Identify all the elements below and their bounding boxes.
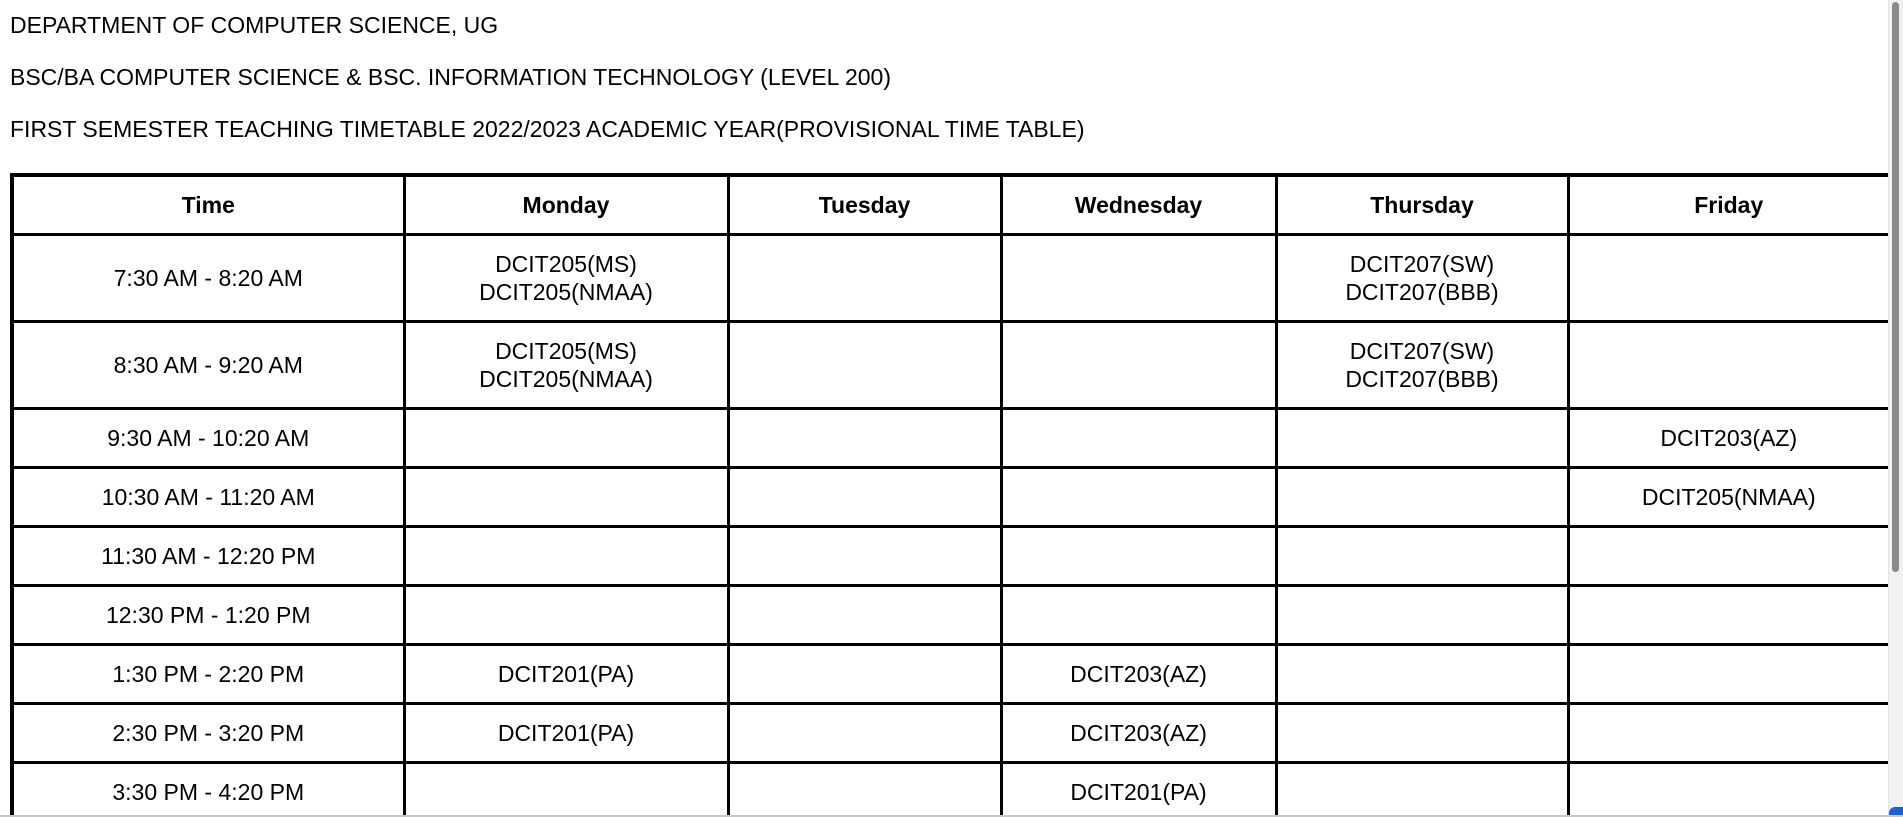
tuesday-cell: [728, 322, 1001, 409]
table-row: [12, 645, 1888, 704]
scrollbar-thumb[interactable]: [1892, 2, 1899, 572]
programme-heading: BSC/BA COMPUTER SCIENCE & BSC. INFORMATION TECHNOLOGY (LEVEL 200): [10, 64, 892, 90]
tuesday-cell: [728, 704, 1001, 763]
wednesday-cell: [1001, 409, 1276, 468]
thursday-cell: [1276, 322, 1568, 409]
time-cell: 10:30 AM - 11:20 AM: [12, 468, 404, 527]
thursday-cell: [1276, 235, 1568, 322]
column-header-tuesday: Tuesday: [728, 175, 1001, 235]
course-entry: DCIT205(MS): [495, 251, 637, 277]
monday-cell: [404, 468, 728, 527]
course-entry: DCIT203(AZ): [1070, 720, 1207, 746]
wednesday-cell: [1001, 527, 1276, 586]
time-cell: 7:30 AM - 8:20 AM: [12, 235, 404, 322]
timetable: [10, 173, 1888, 817]
column-header-wednesday: Wednesday: [1001, 175, 1276, 235]
time-cell: 8:30 AM - 9:20 AM: [12, 322, 404, 409]
monday-cell: [404, 763, 728, 817]
time-cell: 3:30 PM - 4:20 PM: [12, 763, 404, 817]
tuesday-cell: [728, 645, 1001, 704]
wednesday-cell: [1001, 468, 1276, 527]
tuesday-cell: [728, 527, 1001, 586]
table-row: [12, 322, 1888, 409]
table-row: [12, 704, 1888, 763]
monday-cell: [404, 322, 728, 409]
vertical-scrollbar[interactable]: [1888, 0, 1903, 817]
table-row: [12, 235, 1888, 322]
course-entry: DCIT203(AZ): [1070, 661, 1207, 687]
thursday-cell: [1276, 586, 1568, 645]
thursday-cell: [1276, 527, 1568, 586]
friday-cell: [1568, 235, 1888, 322]
wednesday-cell: [1001, 704, 1276, 763]
wednesday-cell: [1001, 586, 1276, 645]
monday-cell: [404, 586, 728, 645]
course-entry: DCIT207(BBB): [1345, 279, 1499, 305]
course-entry: DCIT207(SW): [1349, 251, 1495, 277]
time-cell: 2:30 PM - 3:20 PM: [12, 704, 404, 763]
course-entry: DCIT201(PA): [497, 720, 635, 746]
friday-cell: [1568, 527, 1888, 586]
monday-cell: [404, 527, 728, 586]
course-entry: DCIT207(BBB): [1345, 366, 1499, 392]
friday-cell: [1568, 704, 1888, 763]
table-row: [12, 586, 1888, 645]
monday-cell: [404, 409, 728, 468]
friday-cell: [1568, 763, 1888, 817]
thursday-cell: [1276, 645, 1568, 704]
time-cell: 1:30 PM - 2:20 PM: [12, 645, 404, 704]
column-header-friday: Friday: [1568, 175, 1888, 235]
table-row: [12, 763, 1888, 817]
course-entry: DCIT205(NMAA): [479, 279, 653, 305]
course-entry: DCIT203(AZ): [1660, 425, 1798, 451]
monday-cell: [404, 645, 728, 704]
table-row: [12, 409, 1888, 468]
course-entry: DCIT205(NMAA): [479, 366, 653, 392]
course-entry: DCIT201(PA): [497, 661, 635, 687]
thursday-cell: [1276, 704, 1568, 763]
friday-cell: [1568, 409, 1888, 468]
time-cell: 12:30 PM - 1:20 PM: [12, 586, 404, 645]
wednesday-cell: [1001, 322, 1276, 409]
thursday-cell: [1276, 409, 1568, 468]
thursday-cell: [1276, 763, 1568, 817]
friday-cell: [1568, 468, 1888, 527]
wednesday-cell: [1001, 645, 1276, 704]
friday-cell: [1568, 645, 1888, 704]
department-heading: DEPARTMENT OF COMPUTER SCIENCE, UG: [10, 12, 499, 38]
tuesday-cell: [728, 586, 1001, 645]
timetable-title: FIRST SEMESTER TEACHING TIMETABLE 2022/2023 ACADEMIC YEAR(PROVISIONAL TIME TABLE): [10, 116, 1085, 142]
course-entry: DCIT205(NMAA): [1641, 484, 1816, 510]
friday-cell: [1568, 322, 1888, 409]
column-header-time: Time: [12, 175, 404, 235]
table-row: [12, 468, 1888, 527]
wednesday-cell: [1001, 763, 1276, 817]
monday-cell: [404, 235, 728, 322]
column-header-monday: Monday: [404, 175, 728, 235]
tuesday-cell: [728, 468, 1001, 527]
course-entry: DCIT207(SW): [1349, 338, 1495, 364]
timetable-container: [10, 173, 1888, 817]
course-entry: DCIT205(MS): [495, 338, 637, 364]
column-header-thursday: Thursday: [1276, 175, 1568, 235]
course-entry: DCIT201(PA): [1070, 779, 1207, 805]
friday-cell: [1568, 586, 1888, 645]
table-row: [12, 527, 1888, 586]
wednesday-cell: [1001, 235, 1276, 322]
header-row: [12, 175, 1888, 235]
time-cell: 11:30 AM - 12:20 PM: [12, 527, 404, 586]
tuesday-cell: [728, 235, 1001, 322]
tuesday-cell: [728, 763, 1001, 817]
time-cell: 9:30 AM - 10:20 AM: [12, 409, 404, 468]
tuesday-cell: [728, 409, 1001, 468]
thursday-cell: [1276, 468, 1568, 527]
monday-cell: [404, 704, 728, 763]
